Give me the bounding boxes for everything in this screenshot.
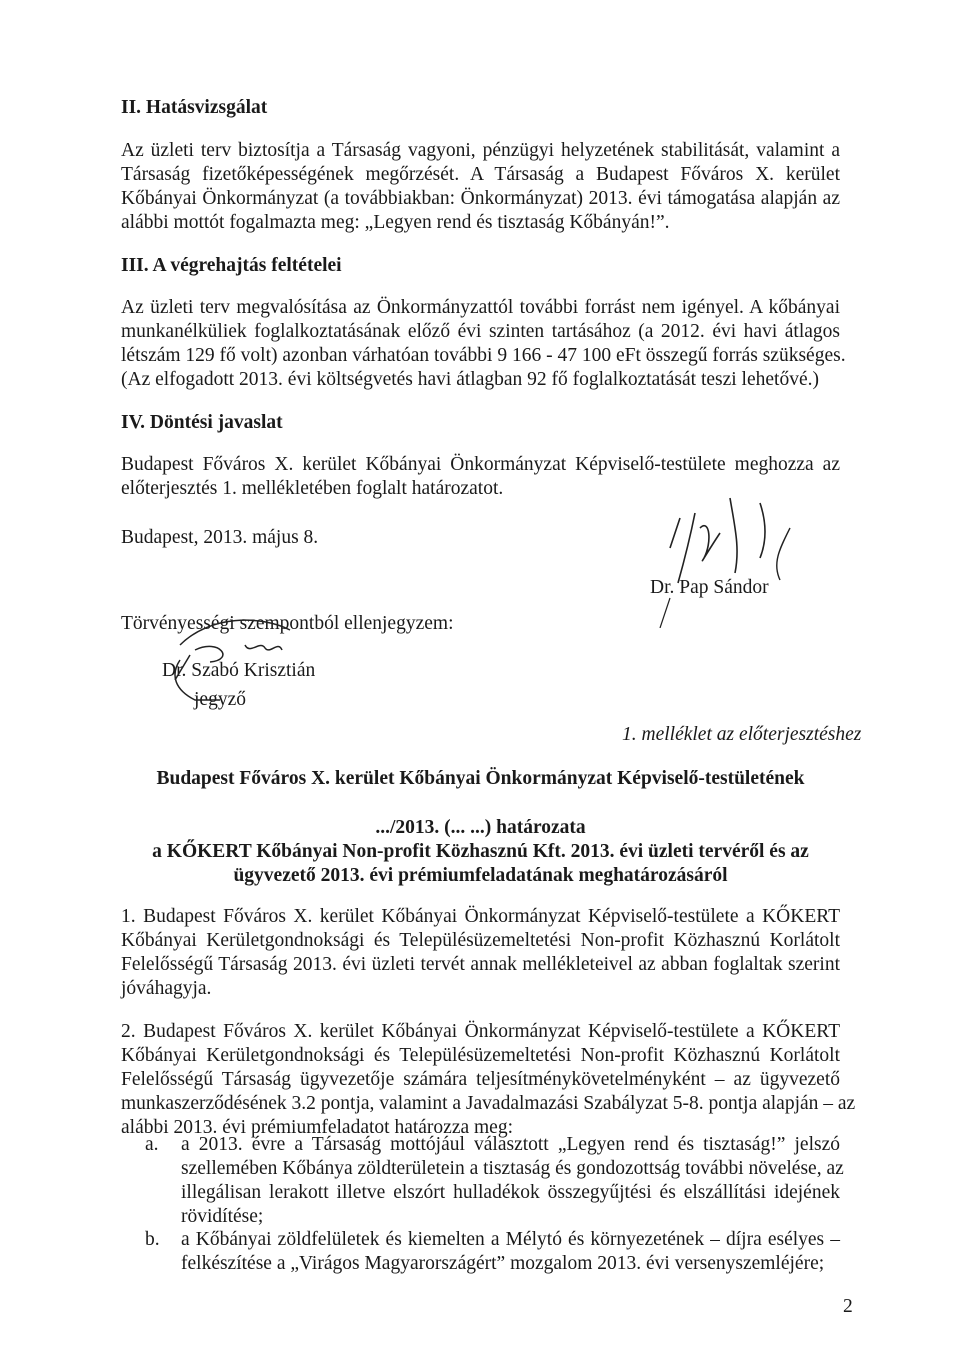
annex-label: 1. melléklet az előterjesztéshez (622, 724, 862, 745)
text-line: 2. Budapest Főváros X. kerület Kőbányai Önkormányzat Képviselő-testülete a KŐKERT (121, 1021, 840, 1042)
text-line: Kőbányai Kerületgondnoksági és Településüzemeltetési Non-profit Közhasznú Korlátolt (121, 1045, 840, 1066)
legal-countersign-label: Törvényességi szempontból ellenjegyzem: (121, 613, 454, 634)
text-line: a Kőbányai zöldfelületek és kiemelten a Mélytó és környezetének – díjra esélyes – (181, 1229, 840, 1250)
text-line: 1. Budapest Főváros X. kerület Kőbányai Önkormányzat Képviselő-testülete a KŐKERT (121, 906, 840, 927)
text-line: előterjesztés 1. mellékletében foglalt határozatot. (121, 478, 504, 499)
date-line: Budapest, 2013. május 8. (121, 527, 319, 548)
resolution-title-line: ügyvezető 2013. évi prémiumfeladatának meghatározásáról (233, 865, 728, 886)
text-line: Kőbányai Kerületgondnoksági és Településüzemeltetési Non-profit Közhasznú Korlátolt (121, 930, 840, 951)
text-line: Az üzleti terv megvalósítása az Önkormányzattól további forrást nem igényel. A kőbányai (121, 297, 840, 318)
page-number: 2 (843, 1296, 853, 1317)
section-4-heading: IV. Döntési javaslat (121, 412, 283, 433)
text-line: (Az elfogadott 2013. évi költségvetés havi átlagban 92 fő foglalkoztatását teszi lehetővé.) (121, 369, 819, 390)
resolution-subtitle (121, 816, 840, 888)
list-item-label: b. (145, 1229, 160, 1250)
text-line: Budapest Főváros X. kerület Kőbányai Önkormányzat Képviselő-testülete meghozza az (121, 454, 840, 475)
text-line: felkészítése a „Virágos Magyarországért” mozgalom 2013. évi versenyszemléjére; (181, 1253, 825, 1274)
notary-role: jegyző (194, 689, 246, 710)
section-3-heading: III. A végrehajtás feltételei (121, 255, 342, 276)
resolution-title-line: a KŐKERT Kőbányai Non-profit Közhasznú Kft. 2013. évi üzleti tervéről és az (152, 841, 809, 862)
resolution-point-2 (121, 1020, 856, 1140)
text-line: munkaszerződésének 3.2 pontja, valamint a Javadalmazási Szabályzat 5-8. pontja alapján – az (121, 1093, 856, 1114)
resolution-point-1 (121, 905, 840, 1001)
section-3-body (121, 296, 846, 392)
section-2-body (121, 139, 840, 235)
list-item-label: a. (145, 1134, 159, 1155)
signature-mark (640, 488, 820, 628)
text-line: Társaság fizetőképességének megőrzését. A Társaság a Budapest Főváros X. kerület (121, 164, 840, 185)
section-2-heading: II. Hatásvizsgálat (121, 97, 268, 118)
resolution-title-line: Budapest Főváros X. kerület Kőbányai Önkormányzat Képviselő-testületének (156, 768, 805, 789)
text-line: a 2013. évre a Társaság mottójául választott „Legyen rend és tisztaság!” jelszó (181, 1134, 840, 1155)
resolution-title (121, 767, 840, 791)
text-line: alábbi mottót fogalmazta meg: „Legyen rend és tisztaság Kőbányán!”. (121, 212, 670, 233)
countersign-mark (150, 600, 370, 710)
text-line: munkanélküliek foglalkoztatásának előző évi szinten tartásához (a 2012. évi havi átlagos (121, 321, 840, 342)
text-line: alábbi 2013. évi prémiumfeladatot határozza meg: (121, 1117, 514, 1138)
text-line: rövidítése; (181, 1206, 264, 1227)
signer-name: Dr. Pap Sándor (650, 577, 769, 598)
resolution-title-line: .../2013. (... ...) határozata (375, 817, 586, 838)
text-line: Felelősségű Társaság 2013. évi üzleti tervét annak mellékleteivel az abban foglaltak szerint (121, 954, 840, 975)
text-line: jóváhagyja. (121, 978, 212, 999)
text-line: létszám 129 fő volt) azonban várhatóan további 9 166 - 47 100 eFt összegű forrás szükséges. (121, 345, 846, 366)
text-line: szellemében Kőbánya zöldterületein a tisztaság és gondozottság további növelése, az (181, 1158, 844, 1179)
text-line: illegálisan lerakott illetve elszórt hulladékok összegyűjtési és elszállítási idejének (181, 1182, 840, 1203)
text-line: Az üzleti terv biztosítja a Társaság vagyoni, pénzügyi helyzetének stabilitását, valamint a (121, 140, 840, 161)
notary-name: Dr. Szabó Krisztián (162, 660, 316, 681)
text-line: Kőbányai Önkormányzat (a továbbiakban: Önkormányzat) 2013. évi támogatása alapján az (121, 188, 840, 209)
text-line: Felelősségű Társaság ügyvezetője számára teljesítménykövetelményként – az ügyvezető (121, 1069, 840, 1090)
